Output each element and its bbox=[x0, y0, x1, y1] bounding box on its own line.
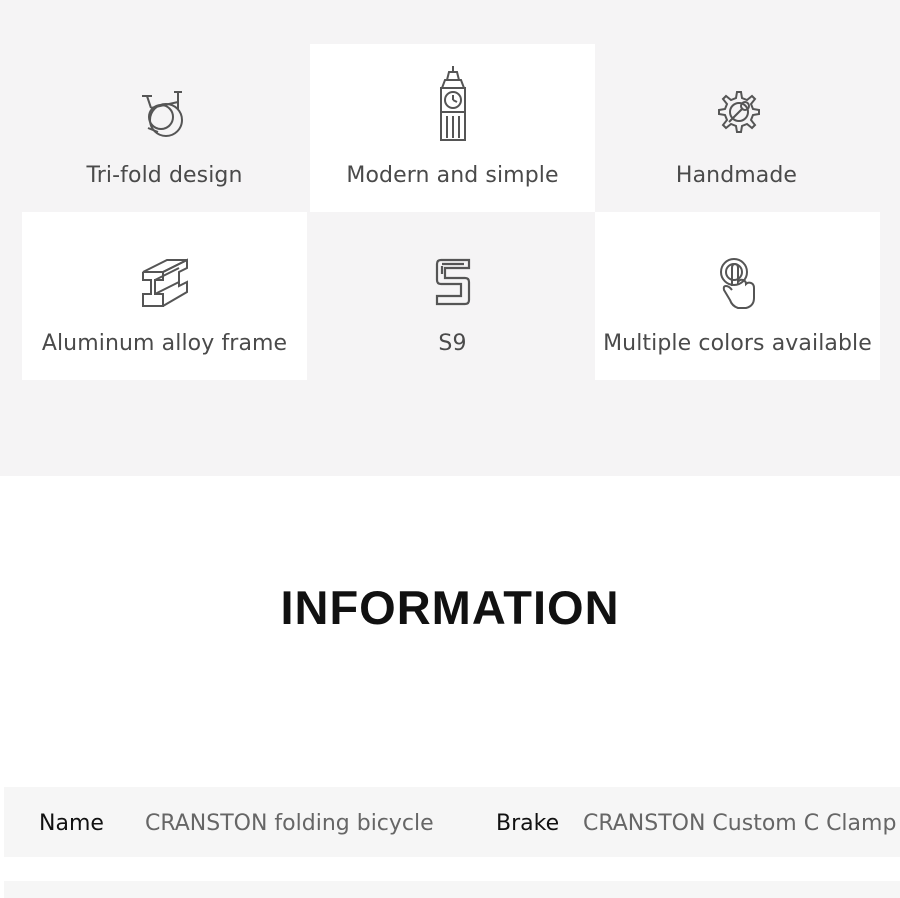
feature-tile-aluminum bbox=[22, 212, 307, 380]
feature-label: Multiple colors available bbox=[603, 331, 872, 356]
spec-row bbox=[4, 787, 900, 857]
feature-tile-s9 bbox=[310, 212, 595, 380]
feature-tile-tri-fold bbox=[22, 44, 307, 212]
section-title: INFORMATION bbox=[280, 581, 620, 634]
feature-label: S9 bbox=[438, 331, 467, 356]
s-letter-icon bbox=[433, 256, 473, 308]
feature-tile-handmade bbox=[594, 44, 879, 212]
spec-value-name: CRANSTON folding bicycle bbox=[145, 811, 434, 836]
touch-hand-icon bbox=[716, 256, 760, 310]
metal-beam-icon bbox=[137, 256, 193, 310]
spec-value-brake: CRANSTON Custom C Clamp bbox=[583, 811, 897, 836]
feature-label: Handmade bbox=[675, 163, 798, 188]
feature-label: Modern and simple bbox=[346, 163, 559, 188]
feature-label: Aluminum alloy frame bbox=[41, 331, 288, 356]
spec-key-name: Name bbox=[39, 811, 104, 836]
spec-key-brake: Brake bbox=[496, 811, 560, 836]
folding-bike-icon bbox=[138, 88, 192, 140]
feature-label: Tri-fold design bbox=[86, 163, 243, 188]
clock-tower-icon bbox=[436, 64, 470, 142]
spec-row bbox=[4, 881, 900, 898]
feature-tile-colors bbox=[595, 212, 880, 380]
gear-wrench-icon bbox=[713, 88, 761, 136]
feature-tile-modern bbox=[310, 44, 595, 212]
